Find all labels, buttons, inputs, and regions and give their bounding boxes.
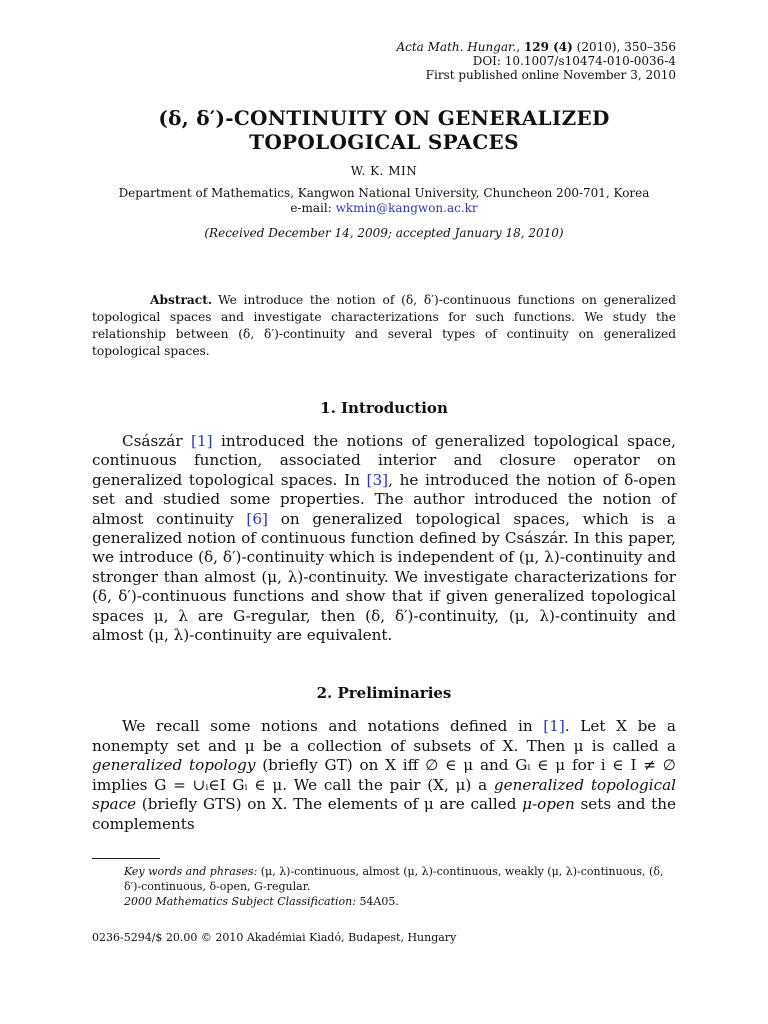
msc-label: 2000 Mathematics Subject Classification: bbox=[124, 895, 356, 908]
received-dates: (Received December 14, 2009; accepted January 18, 2010) bbox=[204, 226, 564, 240]
text-run: , he introduced the notion of δ-open set and studied some properties. The author introduced the notion of almost continuity bbox=[92, 470, 676, 528]
paper-title bbox=[92, 106, 676, 154]
text-run: We recall some notions and notations defined in bbox=[122, 717, 544, 736]
footnote-rule bbox=[92, 858, 160, 859]
copyright-line: 0236-5294/$ 20.00 © 2010 Akadémiai Kiadó, Budapest, Hungary bbox=[92, 931, 457, 944]
doi: DOI: 10.1007/s10474-010-0036-4 bbox=[472, 54, 676, 68]
email-link[interactable]: wkmin@kangwon.ac.kr bbox=[335, 201, 478, 215]
emphasis: generalized topology bbox=[92, 756, 256, 775]
email-label: e-mail: bbox=[290, 201, 332, 215]
introduction-paragraph bbox=[92, 432, 676, 645]
msc-code: 54A05. bbox=[359, 895, 399, 908]
journal-volume: 129 (4) bbox=[523, 40, 573, 54]
published-date: First published online November 3, 2010 bbox=[425, 68, 676, 82]
citation-link-3[interactable]: [3] bbox=[366, 470, 389, 489]
email-line bbox=[92, 201, 676, 216]
title-line-2: TOPOLOGICAL SPACES bbox=[249, 130, 519, 154]
title-line-1: (δ, δ′)-CONTINUITY ON GENERALIZED bbox=[158, 106, 610, 130]
text-run: . Let X be a nonempty set and μ be a collection of subsets of X. Then μ is called a bbox=[92, 717, 676, 755]
emphasis: generalized topological space bbox=[92, 775, 676, 814]
text-run: Császár bbox=[122, 432, 192, 450]
keywords-label: Key words and phrases: bbox=[124, 865, 258, 878]
affiliation-block bbox=[92, 186, 676, 216]
text-run: (briefly GTS) on X. The elements of μ are called bbox=[136, 795, 523, 814]
text-run: on generalized topological spaces, which is a generalized notion of continuous function defined by Császár. In this paper, we introduce (δ, δ′)-continuity which is independent of (μ, λ)-continuity and stronger than almost (μ, λ)-continuity. We investigate characterizations for (δ, δ′)-continuous functions and show that if given generalized topological spaces μ, λ are G-regular, then (δ, δ′)-continuity, (μ, λ)-continuity and almost (μ, λ)-continuity are equivalent. bbox=[92, 509, 676, 645]
citation-line: Acta Math. Hungar., 129 (4) (2010), 350–356 bbox=[396, 40, 676, 54]
text-run: introduced the notions of generalized topological space, continuous function, associated interior and closure operator on generalized topological spaces. In bbox=[92, 432, 676, 489]
footnote bbox=[92, 864, 676, 909]
section-heading-introduction: 1. Introduction bbox=[320, 399, 448, 417]
citation-link-1b[interactable]: [1] bbox=[543, 717, 565, 736]
abstract-label: Abstract. bbox=[150, 293, 213, 307]
emphasis: μ-open bbox=[522, 795, 575, 814]
preliminaries-paragraph bbox=[92, 717, 676, 833]
author-name: W. K. MIN bbox=[350, 164, 418, 178]
affiliation: Department of Mathematics, Kangwon National University, Chuncheon 200-701, Korea bbox=[118, 186, 650, 200]
section-heading-preliminaries: 2. Preliminaries bbox=[316, 684, 452, 703]
abstract bbox=[92, 292, 676, 360]
year-pages: (2010), 350–356 bbox=[576, 40, 676, 54]
keywords-text: (μ, λ)-continuous, almost (μ, λ)-continuous, weakly (μ, λ)-continuous, (δ, δ′)-continuous, δ-open, G-regular. bbox=[124, 865, 664, 893]
msc-line bbox=[92, 894, 676, 909]
keywords-line bbox=[92, 864, 676, 894]
citation-link-6[interactable]: [6] bbox=[246, 509, 268, 528]
text-run: sets and the complements bbox=[92, 795, 676, 833]
paper-page bbox=[92, 40, 676, 834]
abstract-text: We introduce the notion of (δ, δ′)-continuous functions on generalized topological spaces and investigate characterizations for such functions. We study the relationship between (δ, δ′)-continuity and several types of continuity on generalized topological spaces. bbox=[92, 293, 676, 358]
text-run: (briefly GT) on X iff ∅ ∈ μ and Gᵢ ∈ μ for i ∈ I ≠ ∅ implies G = ∪ᵢ∈I Gᵢ ∈ μ. We call the pair (X, μ) a bbox=[92, 756, 676, 794]
journal-name: Acta Math. Hungar. bbox=[396, 40, 517, 54]
citation-link-1[interactable]: [1] bbox=[191, 432, 213, 450]
journal-header bbox=[92, 40, 676, 82]
